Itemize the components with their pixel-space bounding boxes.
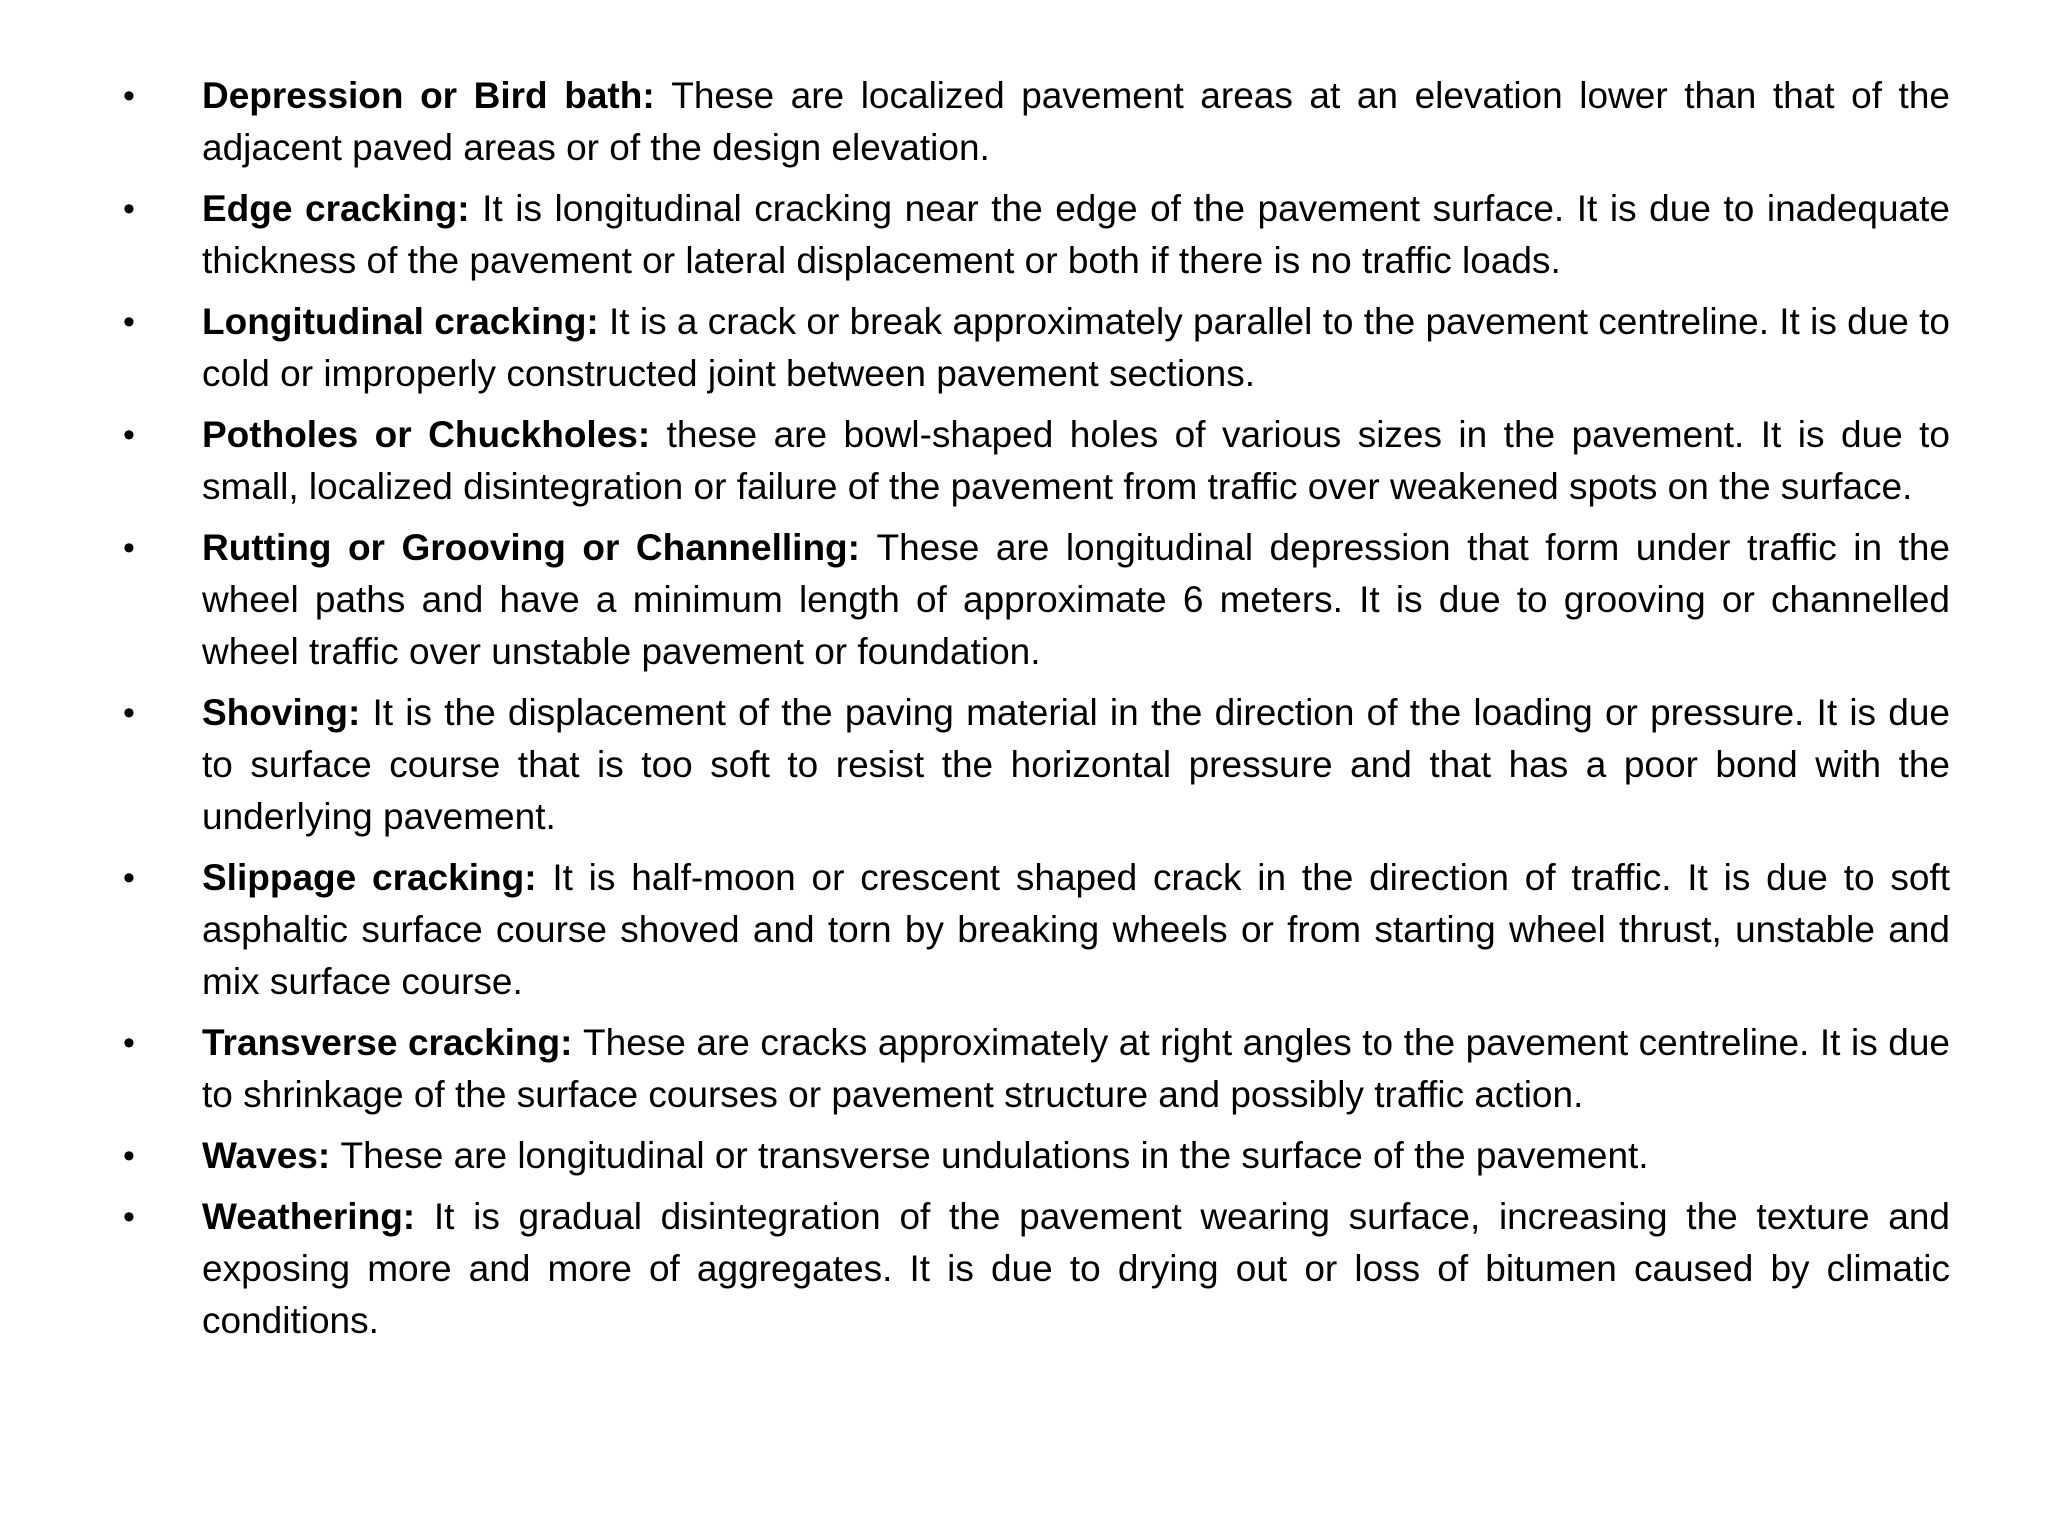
bullet-icon: • (123, 416, 135, 454)
bullet-icon: • (123, 529, 135, 567)
list-item-weathering (120, 1191, 1950, 1347)
list-item-depression (120, 70, 1950, 174)
bullet-icon: • (123, 1198, 135, 1236)
item-term: Potholes or Chuckholes: (202, 414, 667, 455)
item-description: These are localized pavement areas at an elevation lower than that of the adjacent paved areas or of the design elevation. (202, 75, 1950, 168)
item-term: Depression or Bird bath: (202, 75, 672, 116)
item-term: Rutting or Grooving or Channelling: (202, 527, 877, 568)
item-description: These are cracks approximately at right angles to the pavement centreline. It is due to shrinkage of the surface courses or pavement structure and possibly traffic action. (202, 1022, 1951, 1115)
list-item-longitudinal-cracking (120, 296, 1950, 400)
item-description: these are bowl-shaped holes of various sizes in the pavement. It is due to small, localized disintegration or failure of the pavement from traffic over weakened spots on the surface. (202, 414, 1950, 507)
bullet-icon: • (123, 1024, 135, 1062)
bullet-icon: • (123, 77, 135, 115)
item-description: It is longitudinal cracking near the edge of the pavement surface. It is due to inadequate thickness of the pavement or lateral displacement or both if there is no traffic loads. (202, 188, 1950, 281)
list-item-edge-cracking (120, 183, 1950, 287)
item-description: It is gradual disintegration of the pavement wearing surface, increasing the texture and exposing more and more of aggregates. It is due to drying out or loss of bitumen caused by climatic conditions. (202, 1196, 1950, 1341)
item-description: These are longitudinal depression that form under traffic in the wheel paths and have a minimum length of approximate 6 meters. It is due to grooving or channelled wheel traffic over unstable pavement or foundation. (202, 527, 1950, 672)
list-item-potholes (120, 409, 1950, 513)
list-item-transverse-cracking (120, 1017, 1950, 1121)
bullet-icon: • (123, 694, 135, 732)
item-term: Shoving: (202, 692, 373, 733)
item-description: It is a crack or break approximately parallel to the pavement centreline. It is due to cold or improperly constructed joint between pavement sections. (202, 301, 1950, 394)
list-item-shoving (120, 687, 1950, 843)
item-term: Slippage cracking: (202, 857, 553, 898)
list-item-slippage-cracking (120, 852, 1950, 1008)
defect-bullet-list (120, 70, 1950, 1356)
item-term: Waves: (202, 1135, 341, 1176)
list-item-rutting (120, 522, 1950, 678)
item-term: Weathering: (202, 1196, 434, 1237)
item-term: Longitudinal cracking: (202, 301, 610, 342)
bullet-icon: • (123, 1137, 135, 1175)
bullet-icon: • (123, 859, 135, 897)
item-term: Edge cracking: (202, 188, 483, 229)
item-description: It is the displacement of the paving material in the direction of the loading or pressure. It is due to surface course that is too soft to resist the horizontal pressure and that has a poor bond with the underlying pavement. (202, 692, 1951, 837)
item-term: Transverse cracking: (202, 1022, 584, 1063)
bullet-icon: • (123, 303, 135, 341)
bullet-icon: • (123, 190, 135, 228)
item-description: These are longitudinal or transverse undulations in the surface of the pavement. (340, 1135, 1649, 1176)
item-description: It is half-moon or crescent shaped crack in the direction of traffic. It is due to soft asphaltic surface course shoved and torn by breaking wheels or from starting wheel thrust, unstable and mix surface course. (202, 857, 1950, 1002)
list-item-waves (120, 1130, 1950, 1182)
